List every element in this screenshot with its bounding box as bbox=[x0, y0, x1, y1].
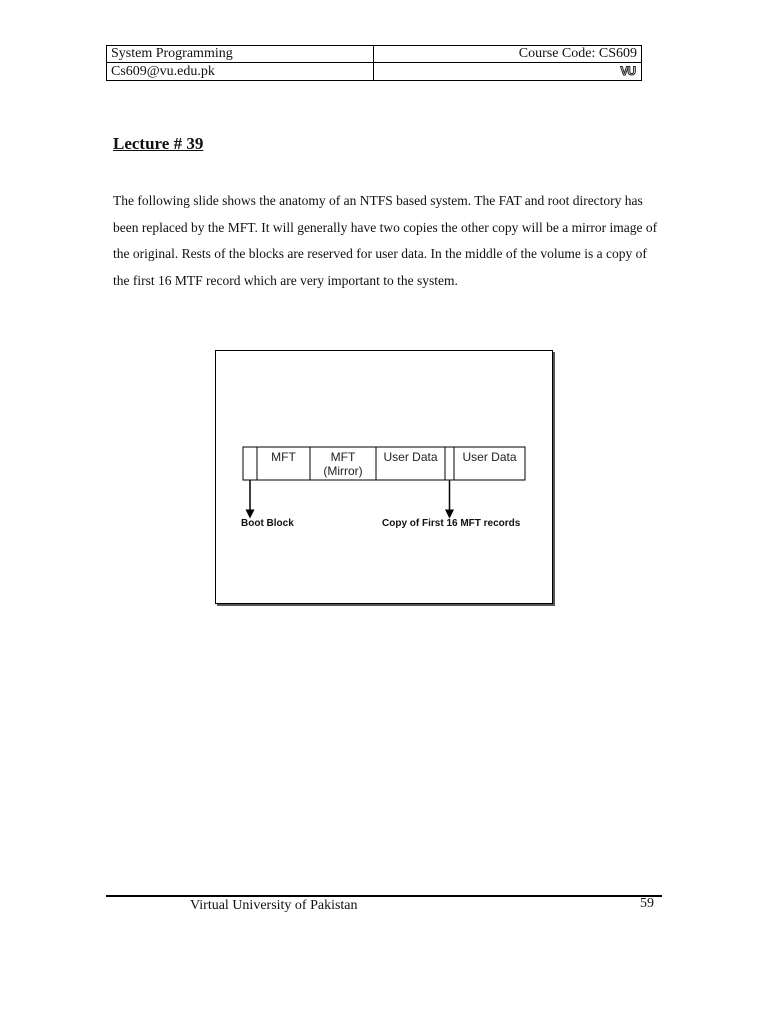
mft-mirror-label-1: MFT bbox=[330, 450, 356, 464]
mft-mirror-label-2: (Mirror) bbox=[323, 464, 363, 478]
header-row-2 bbox=[107, 63, 642, 81]
boot-block-cell bbox=[243, 447, 257, 480]
course-name: System Programming bbox=[107, 46, 374, 63]
mft-copy-label: Copy of First 16 MFT records bbox=[382, 518, 521, 529]
mft-copy-cell bbox=[445, 447, 454, 480]
lecture-title: Lecture # 39 bbox=[113, 134, 204, 153]
vu-logo: VU bbox=[620, 64, 635, 78]
header-table bbox=[106, 45, 642, 81]
boot-block-label: Boot Block bbox=[241, 518, 294, 529]
footer-divider bbox=[106, 895, 662, 897]
body-paragraph: The following slide shows the anatomy of an NTFS based system. The FAT and root directory has been replaced by the MFT. It will generally have two copies the other copy will be a mirror image of the original. Rests of the blocks are reserved for user data. In the middle of the volume is a copy of the first 16 MTF record which are very important to the system. bbox=[113, 193, 658, 288]
mft-label: MFT bbox=[271, 450, 296, 464]
course-email: Cs609@vu.edu.pk bbox=[107, 63, 374, 81]
user-data-label-1: User Data bbox=[383, 450, 438, 464]
user-data-label-2: User Data bbox=[462, 450, 517, 464]
page-number: 59 bbox=[640, 896, 654, 911]
course-code: Course Code: CS609 bbox=[374, 46, 642, 63]
vu-logo-cell bbox=[374, 63, 642, 81]
header-row-1 bbox=[107, 46, 642, 63]
ntfs-diagram bbox=[216, 351, 552, 603]
footer-university: Virtual University of Pakistan bbox=[190, 898, 358, 913]
ntfs-slide bbox=[215, 350, 553, 604]
